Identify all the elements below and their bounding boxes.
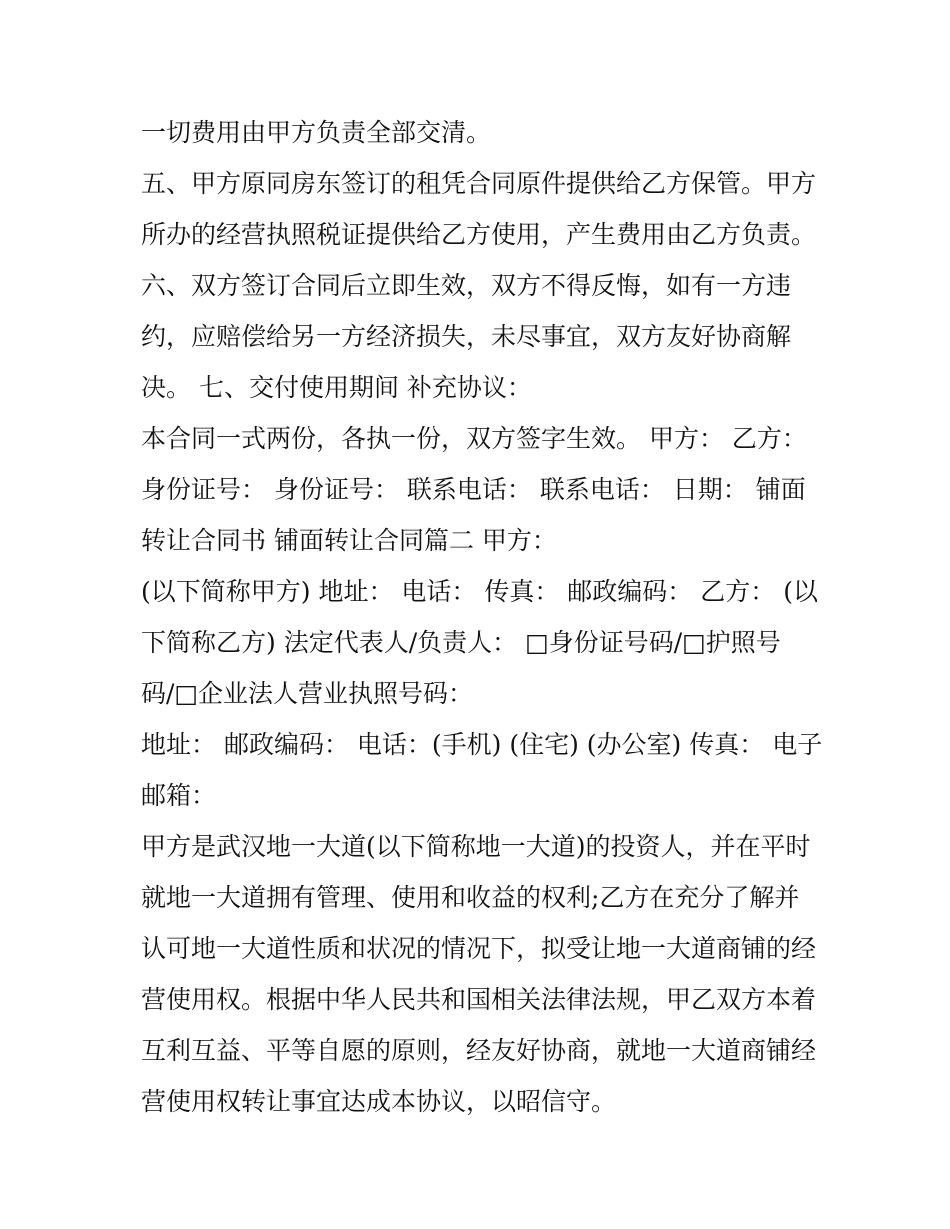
text-line: 邮箱：	[141, 781, 217, 810]
text-line: 认可地一大道性质和状况的情况下，拟受让地一大道商铺的经	[141, 934, 817, 963]
text-line: 身份证号： 身份证号： 联系电话： 联系电话： 日期： 铺面	[141, 475, 806, 504]
text-line: 五、甲方原同房东签订的租凭合同原件提供给乙方保管。甲方	[141, 169, 817, 198]
document-body	[141, 107, 831, 1127]
text-line: 营使用权转让事宜达成本协议，以昭信守。	[141, 1087, 617, 1116]
text-line: 转让合同书 铺面转让合同篇二 甲方：	[141, 526, 557, 555]
text-line: 甲方是武汉地一大道(以下简称地一大道)的投资人，并在平时	[141, 832, 811, 861]
text-line: 下简称乙方) 法定代表人/负责人： □身份证号码/□护照号	[141, 628, 781, 657]
text-line: 本合同一式两份，各执一份，双方签字生效。 甲方： 乙方：	[141, 424, 807, 453]
text-line: 互利互益、平等自愿的原则，经友好协商，就地一大道商铺经	[141, 1036, 817, 1065]
text-line: 营使用权。根据中华人民共和国相关法律法规，甲乙双方本着	[141, 985, 817, 1014]
text-line: 就地一大道拥有管理、使用和收益的权利;乙方在充分了解并	[141, 883, 800, 912]
text-line: 约，应赔偿给另一方经济损失，未尽事宜，双方友好协商解	[141, 322, 792, 351]
text-line: 地址： 邮政编码： 电话：(手机) (住宅) (办公室) 传真： 电子	[141, 730, 823, 759]
text-line: 码/□企业法人营业执照号码：	[141, 679, 474, 708]
text-line: 一切费用由甲方负责全部交清。	[141, 118, 492, 147]
text-line: 所办的经营执照税证提供给乙方使用，产生费用由乙方负责。	[141, 220, 817, 249]
text-line: 决。 七、交付使用期间 补充协议：	[141, 373, 532, 402]
text-line: 六、双方签订合同后立即生效，双方不得反悔，如有一方违	[141, 271, 792, 300]
text-line: (以下简称甲方) 地址： 电话： 传真： 邮政编码： 乙方： (以	[141, 577, 818, 606]
